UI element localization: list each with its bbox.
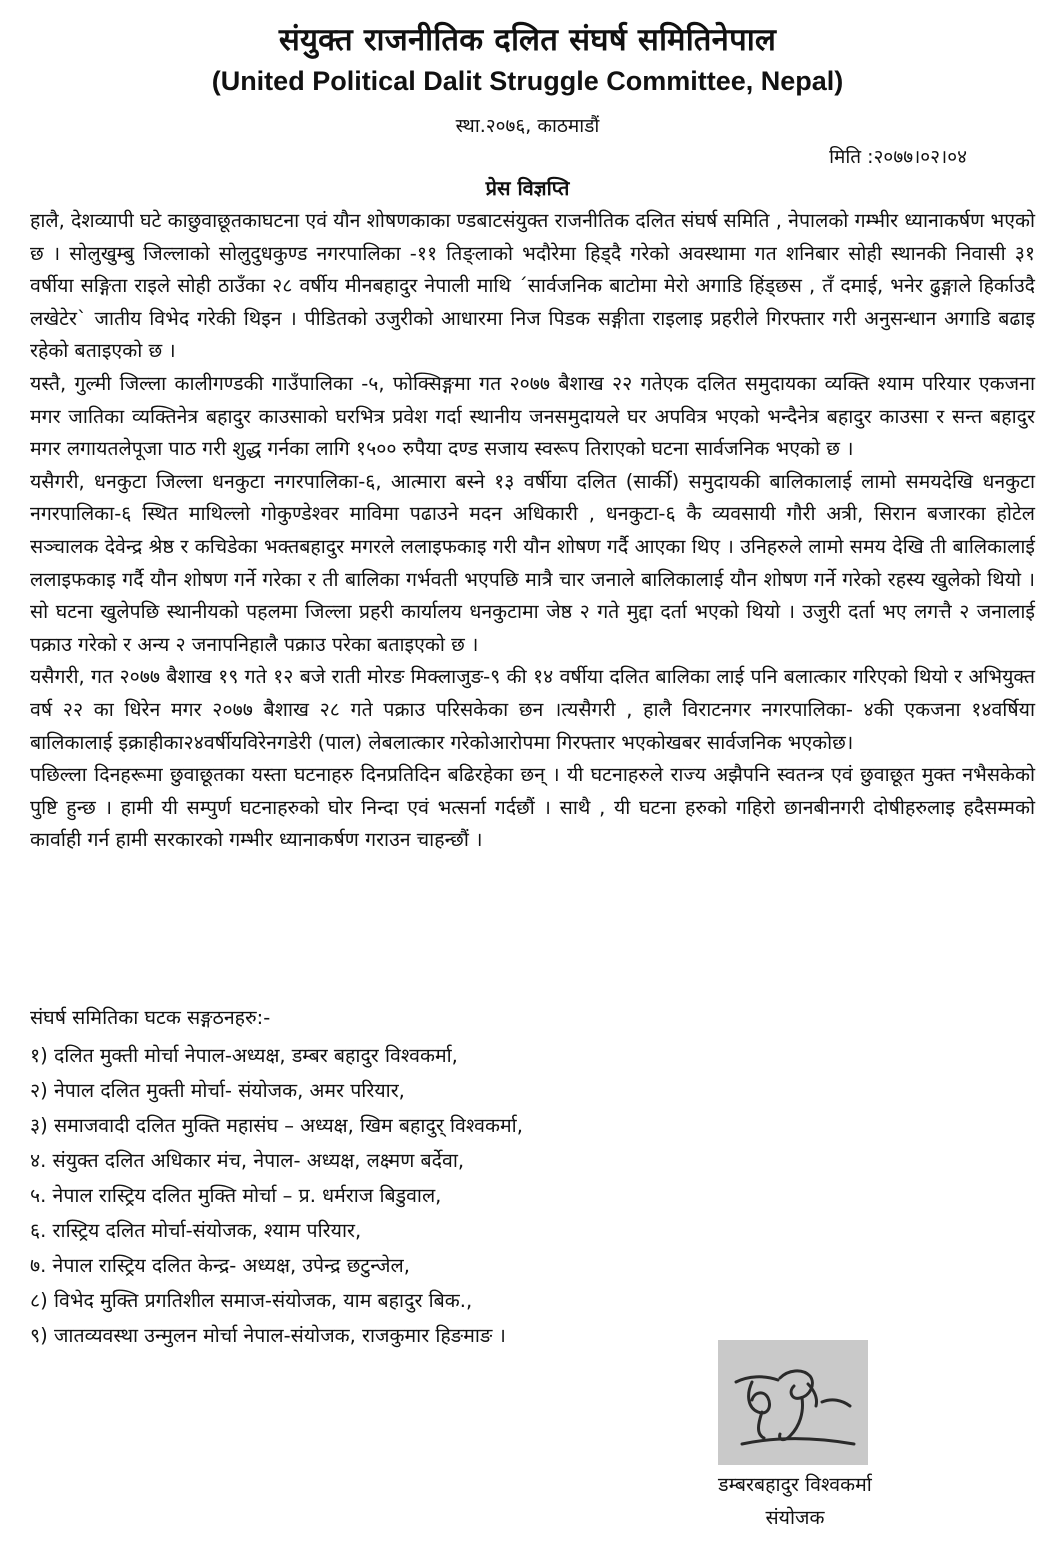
press-release-body <box>30 205 1035 857</box>
member-organization-item: ७. नेपाल रास्ट्रिय दलित केन्द्र- अध्यक्ष, उपेन्द्र छटुन्जेल, <box>30 1254 410 1277</box>
member-organization-item: १) दलित मुक्ती मोर्चा नेपाल-अध्यक्ष, डम्बर बहादुर विश्वकर्मा, <box>30 1044 458 1067</box>
member-organizations-list <box>30 1038 1010 1353</box>
member-organizations <box>30 1003 1010 1353</box>
member-organization-item: ४. संयुक्त दलित अधिकार मंच, नेपाल- अध्यक्ष, लक्ष्मण बर्देवा, <box>30 1149 465 1172</box>
signatory-role: संयोजक <box>765 1506 825 1529</box>
member-organization-item: ३) समाजवादी दलित मुक्ति महासंघ – अध्यक्ष, खिम बहादुर् विश्वकर्मा, <box>30 1114 523 1137</box>
member-organization-item: ५. नेपाल रास्ट्रिय दलित मुक्ति मोर्चा – प्र. धर्मराज बिडुवाल, <box>30 1184 442 1207</box>
established-line: स्था.२०७६, काठमाडौं <box>455 115 600 137</box>
member-organization-item: ८) विभेद मुक्ति प्रगतिशील समाज-संयोजक, याम बहादुर बिक., <box>30 1289 473 1312</box>
signatory-name: डम्बरबहादुर विश्वकर्मा <box>718 1473 872 1496</box>
body-paragraph: यसैगरी, गत २०७७ बैशाख १९ गते १२ बजे राती मोरङ मिक्लाजुङ-९ की १४ वर्षीया दलित बालिका लाई पनि बलात्कार गरिएको थियो र अभियुक्त वर्ष २२ का धिरेन मगर २०७७ बैशाख २८ गते पक्राउ परिसकेका छन ।त्यसैगरी , हालै विराटनगर नगरपालिका- ४की एकजना १४वर्षिया बालिकालाई इक्राहीका२४वर्षीयविरेनगडेरी (पाल) लेबलात्कार गरेकोआरोपमा गिरफ्तार भएकोखबर सार्वजनिक भएकोछ। <box>30 665 1035 754</box>
signature-image <box>718 1340 868 1465</box>
committee-title-nepali: संयुक्त राजनीतिक दलित संघर्ष समितिनेपाल <box>278 22 777 58</box>
body-paragraph: यस्तै, गुल्मी जिल्ला कालीगण्डकी गाउँपालिका -५, फोक्सिङ्गमा गत २०७७ बैशाख २२ गतेएक दलित समुदायका व्यक्ति श्याम परियार एकजना मगर जातिका व्यक्तिनेत्र बहादुर काउसाको घरभित्र प्रवेश गर्दा स्थानीय जनसमुदायले घर अपवित्र भएको भन्दैनेत्र बहादुर काउसा र सन्त बहादुर मगर लगायतलेपूजा पाठ गरी शुद्ध गर्नका लागि १५०० रुपैया दण्ड सजाय स्वरूप तिराएको घटना सार्वजनिक भएको छ । <box>30 371 1035 461</box>
member-organization-item: ९) जातव्यवस्था उन्मुलन मोर्चा नेपाल-संयोजक, राजकुमार हिङमाङ । <box>30 1324 506 1347</box>
committee-title-english: (United Political Dalit Struggle Committee, Nepal) <box>211 66 844 96</box>
body-paragraph: पछिल्ला दिनहरूमा छुवाछूतका यस्ता घटनाहरु दिनप्रतिदिन बढिरहेका छन् । यी घटनाहरुले राज्य अझैपनि स्वतन्त्र एवं छुवाछूत मुक्त नभैसकेको पुष्टि हुन्छ । हामी यी सम्पुर्ण घटनाहरुको घोर निन्दा एवं भत्सर्ना गर्दछौं । साथै , यी घटना हरुको गहिरो छानबीनगरी दोषीहरुलाइ हदैसम्मको कार्वाही गर्न हामी सरकारको गम्भीर ध्यानाकर्षण गराउन चाहन्छौं । <box>30 763 1035 852</box>
body-paragraph: हालै, देशव्यापी घटे काछुवाछूतकाघटना एवं यौन शोषणकाका ण्डबाटसंयुक्त राजनीतिक दलित संघर्ष समिति , नेपालको गम्भीर ध्यानाकर्षण भएको छ । सोलुखुम्बु जिल्लाको सोलुदुधकुण्ड नगरपालिका -११ तिङ्लाको भदौरेमा हिड्दै गरेको अवस्थामा गत शनिबार सोही स्थानकी निवासी ३१ वर्षीया सङ्गिता राइले सोही ठाउँका २८ वर्षीय मीनबहादुर नेपाली माथि ´सार्वजनिक बाटोमा मेरो अगाडि हिंड्छस , तँ दमाई, भनेर ढुङ्गाले हिर्काउदै लखेटेर` जातीय विभेद गरेकी थिइन । पीडितको उजुरीको आधारमा निज पिडक सङ्गीता राइलाइ प्रहरीले गिरफ्तार गरी अनुसन्धान अगाडि बढाइ रहेको बताइएको छ । <box>30 209 1035 363</box>
press-release-heading: प्रेस विज्ञप्ति <box>485 176 570 200</box>
body-paragraph: यसैगरी, धनकुटा जिल्ला धनकुटा नगरपालिका-६, आत्मारा बस्ने १३ वर्षीया दलित (सार्की) समुदायकी बालिकालाई लामो समयदेखि धनकुटा नगरपालिका-६ स्थित माथिल्लो गोकुण्डेश्वर माविमा पढाउने मदन अधिकारी , धनकुटा-६ कै व्यवसायी गौरी अत्री, सिरान बजारका होटेल सञ्चालक देवेन्द्र श्रेष्ठ र कचिडेका भक्तबहादुर मगरले ललाइफकाइ गरी यौन शोषण गर्दै आएका थिए । उनिहरुले लामो समय देखि ती बालिकालाई ललाइफकाइ गर्दै यौन शोषण गर्ने गरेका र ती बालिका गर्भवती भएपछि मात्रै चार जनाले बालिकालाई यौन शोषण गर्ने गरेको रहस्य खुलेको थियो । सो घटना खुलेपछि स्थानीयको पहलमा जिल्ला प्रहरी कार्यालय धनकुटामा जेष्ठ २ गते मुद्दा दर्ता भएको थियो । उजुरी दर्ता भए लगत्तै २ जनालाई पक्राउ गरेको र अन्य २ जनापनिहालै पक्राउ परेका बताइएको छ । <box>30 469 1035 656</box>
handwritten-signature-icon <box>718 1340 868 1465</box>
member-organizations-label: संघर्ष समितिका घटक सङ्गठनहरु:- <box>30 1006 271 1029</box>
member-organization-item: २) नेपाल दलित मुक्ती मोर्चा- संयोजक, अमर परियार, <box>30 1079 405 1102</box>
member-organization-item: ६. रास्ट्रिय दलित मोर्चा-संयोजक, श्याम परियार, <box>30 1219 362 1242</box>
document-date: मिति :२०७७।०२।०४ <box>829 146 967 168</box>
